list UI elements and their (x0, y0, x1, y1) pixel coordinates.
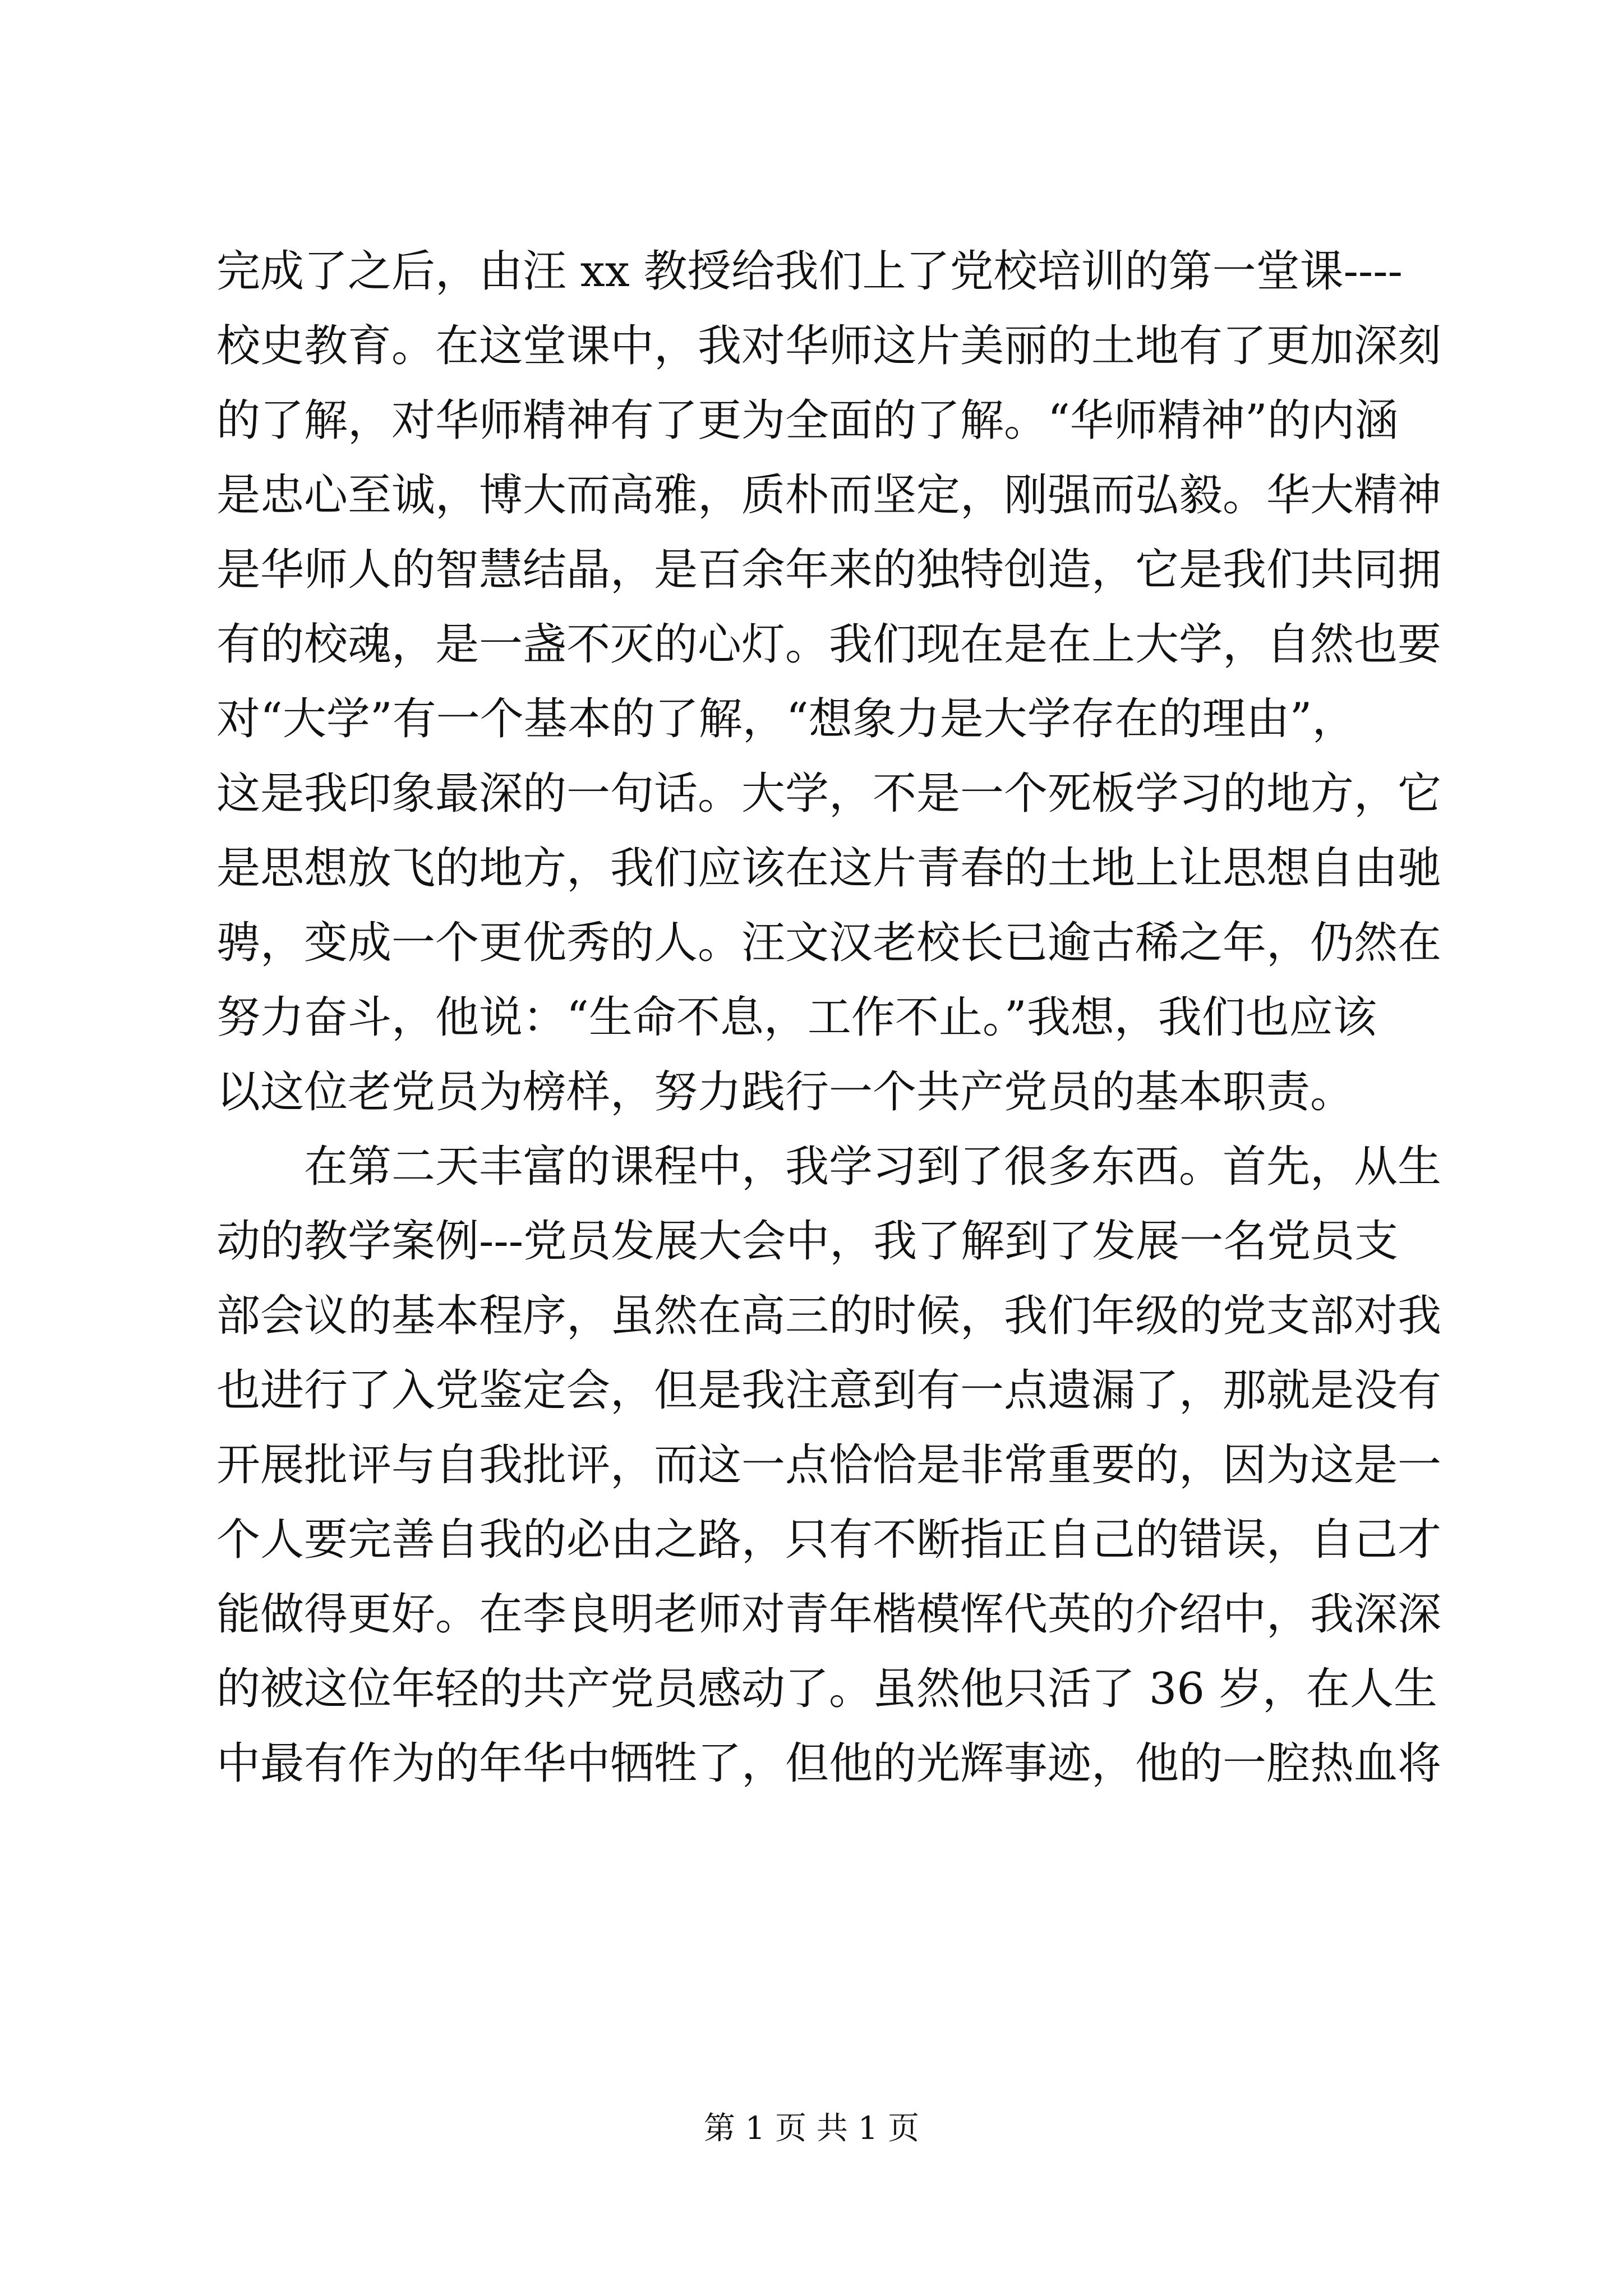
text-line: 能做得更好。在李良明老师对青年楷模恽代英的介绍中，我深深 (216, 1589, 1442, 1640)
text-line: 是华师人的智慧结晶，是百余年来的独特创造，它是我们共同拥 (216, 545, 1442, 595)
text-line: 部会议的基本程序，虽然在高三的时候，我们年级的党支部对我 (216, 1291, 1442, 1341)
text-line: 是思想放飞的地方，我们应该在这片青春的土地上让思想自由驰 (216, 843, 1442, 894)
text-line-indented: 在第二天丰富的课程中，我学习到了很多东西。首先，从生 (304, 1142, 1442, 1192)
text-line: 努力奋斗，他说：“生命不息，工作不止。”我想，我们也应该 (216, 992, 1377, 1043)
text-line: 这是我印象最深的一句话。大学，不是一个死板学习的地方，它 (216, 769, 1442, 819)
text-line: 有的校魂，是一盏不灭的心灯。我们现在是在上大学，自然也要 (216, 619, 1442, 670)
page-footer (0, 2106, 1623, 2151)
page-number-label: 第 1 页 共 1 页 (703, 2110, 920, 2147)
text-line: 个人要完善自我的必由之路，只有不断指正自己的错误，自己才 (216, 1515, 1442, 1565)
text-line: 对“大学”有一个基本的了解，“想象力是大学存在的理由”， (216, 694, 1356, 744)
text-line: 也进行了入党鉴定会，但是我注意到有一点遗漏了，那就是没有 (216, 1365, 1442, 1416)
document-body (216, 234, 1442, 1801)
text-line: 的被这位年轻的共产党员感动了。虽然他只活了 36 岁，在人生 (216, 1664, 1437, 1714)
text-line: 动的教学案例---党员发展大会中，我了解到了发展一名党员支 (216, 1216, 1399, 1267)
text-line: 开展批评与自我批评，而这一点恰恰是非常重要的，因为这是一 (216, 1440, 1442, 1490)
paragraph-1 (216, 234, 1442, 1130)
text-line: 中最有作为的年华中牺牲了，但他的光辉事迹，他的一腔热血将 (216, 1738, 1442, 1789)
text-line: 校史教育。在这堂课中，我对华师这片美丽的土地有了更加深刻 (216, 321, 1442, 371)
text-line: 是忠心至诚，博大而高雅，质朴而坚定，刚强而弘毅。华大精神 (216, 470, 1442, 521)
text-line: 完成了之后，由汪 xx 教授给我们上了党校培训的第一堂课---- (216, 246, 1403, 297)
text-line: 以这位老党员为榜样，努力践行一个共产党员的基本职责。 (216, 1067, 1354, 1117)
text-line: 骋，变成一个更优秀的人。汪文汉老校长已逾古稀之年，仍然在 (216, 918, 1442, 968)
text-line: 的了解，对华师精神有了更为全面的了解。“华师精神”的内涵 (216, 395, 1399, 446)
paragraph-2 (216, 1130, 1442, 1801)
